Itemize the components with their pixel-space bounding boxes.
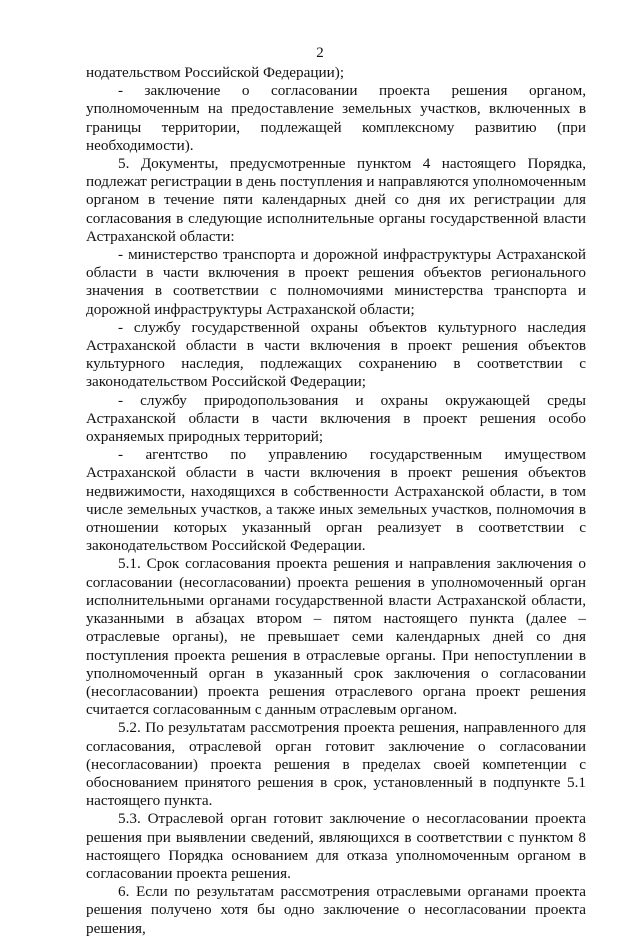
paragraph-item-5-1: 5.1. Срок согласования проекта решения и направления заключения о согласовании (несогласовании) проекта решения в уполномоченный орган исполнительными органами государственной власти Астраханской области, указанными в абзацах втором – пятом настоящего пункта (далее – отраслевые органы), не превышает семи календарных дней со дня поступления проекта решения в отраслевые органы. При непоступлении в уполномоченный орган в указанный срок заключения о согласовании (несогласовании) проекта решения отраслевого органа проект решения считается согласованным с данным отраслевым органом. bbox=[86, 555, 586, 719]
document-body bbox=[86, 64, 586, 938]
page-number: 2 bbox=[316, 45, 324, 61]
paragraph-approval-conclusion: - заключение о согласовании проекта решения органом, уполномоченным на предоставление земельных участков, включенных в границы территории, подлежащей комплексному развитию (при необходимости). bbox=[86, 82, 586, 154]
paragraph-item-5-2: 5.2. По результатам рассмотрения проекта решения, направленного для согласования, отраслевой орган готовит заключение о согласовании (несогласовании) проекта решения в пределах своей компетенции с обоснованием принятого решения в срок, установленный в подпункте 5.1 настоящего пункта. bbox=[86, 719, 586, 810]
paragraph-continuation: нодательством Российской Федерации); bbox=[86, 64, 345, 81]
paragraph-item-5: 5. Документы, предусмотренные пунктом 4 настоящего Порядка, подлежат регистрации в день поступления и направляются уполномоченным органом в течение пяти календарных дней со дня их регистрации для согласования в следующие исполнительные органы государственной власти Астраханской области: bbox=[86, 155, 586, 245]
paragraph-property-agency: - агентство по управлению государственным имуществом Астраханской области в части включения в проект решения объектов недвижимости, находящихся в собственности Астраханской области, в том числе земельных участков, а также иных земельных участков, полномочия в отношении которых указанный орган реализует в соответствии с законодательством Российской Федерации. bbox=[86, 446, 586, 555]
paragraph-cultural-heritage-service: - службу государственной охраны объектов культурного наследия Астраханской области в части включения в проект решения объектов культурного наследия, подлежащих сохранению в соответствии с законодательством Российской Федерации; bbox=[86, 318, 586, 391]
paragraph-nature-service: - службу природопользования и охраны окружающей среды Астраханской области в части включения в проект решения особо охраняемых природных территорий; bbox=[86, 391, 586, 446]
paragraph-item-5-3: 5.3. Отраслевой орган готовит заключение о несогласовании проекта решения при выявлении сведений, являющихся в соответствии с пунктом 8 настоящего Порядка основанием для отказа уполномоченным органом в согласовании проекта решения. bbox=[86, 810, 586, 882]
paragraph-item-6: 6. Если по результатам рассмотрения отраслевыми органами проекта решения получено хотя бы одно заключение о несогласовании проекта решения, bbox=[86, 883, 586, 937]
paragraph-ministry-transport: - министерство транспорта и дорожной инфраструктуры Астраханской области в части включения в проект решения объектов регионального значения в соответствии с полномочиями министерства транспорта и дорожной инфраструктуры Астраханской области; bbox=[86, 246, 586, 318]
